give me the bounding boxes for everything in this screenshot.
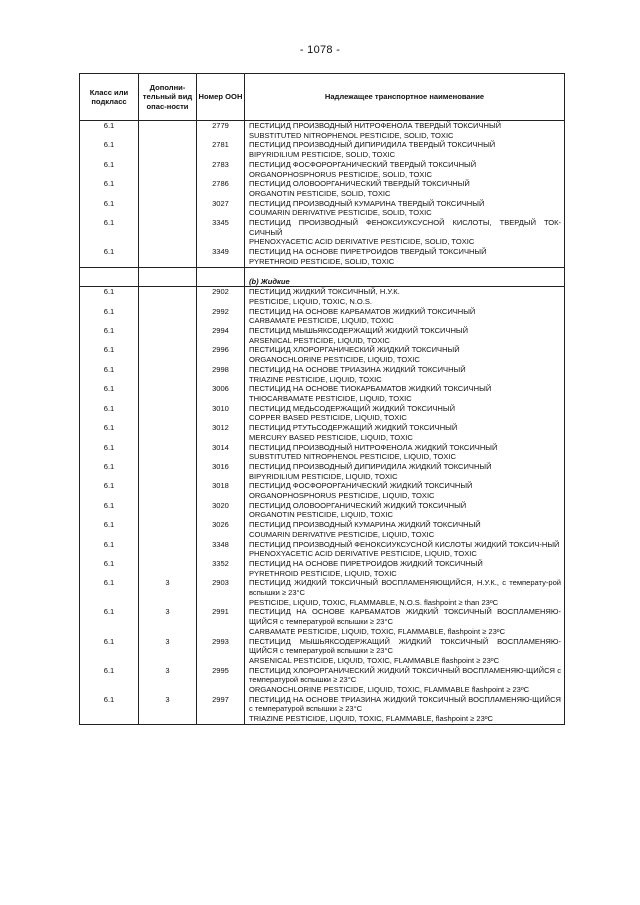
cell-class: 6.1 bbox=[80, 326, 139, 345]
table-row bbox=[80, 607, 565, 636]
cell-additional-hazard bbox=[139, 326, 197, 345]
shipping-name-ru: ПЕСТИЦИД НА ОСНОВЕ КАРБАМАТОВ ЖИДКИЙ ТОКСИЧНЫЙ ВОСПЛАМЕНЯЮ-ЩИЙСЯ с температурой вспышки ≥ 23°C bbox=[249, 607, 561, 627]
cell-class: 6.1 bbox=[80, 501, 139, 520]
cell-shipping-name bbox=[245, 501, 565, 520]
shipping-name-ru: ПЕСТИЦИД РТУТЬСОДЕРЖАЩИЙ ЖИДКИЙ ТОКСИЧНЫЙ bbox=[249, 423, 458, 433]
shipping-name-en: TRIAZINE PESTICIDE, LIQUID, TOXIC bbox=[249, 374, 382, 384]
cell-un-number: 2779 bbox=[197, 121, 245, 141]
cell-additional-hazard: 3 bbox=[139, 666, 197, 695]
shipping-name-ru: ПЕСТИЦИД ПРОИЗВОДНЫЙ ДИПИРИДИЛА ТВЕРДЫЙ ТОКСИЧНЫЙ bbox=[249, 140, 496, 150]
cell-shipping-name bbox=[245, 160, 565, 179]
shipping-name-ru: ПЕСТИЦИД МЫШЬЯКСОДЕРЖАЩИЙ ЖИДКИЙ ТОКСИЧНЫЙ ВОСПЛАМЕНЯЮ-ЩИЙСЯ с температурой вспышки ≥ 23°C bbox=[249, 636, 561, 656]
cell-additional-hazard bbox=[139, 307, 197, 326]
cell-un-number: 3010 bbox=[197, 404, 245, 423]
cell-additional-hazard bbox=[139, 345, 197, 364]
table-row bbox=[80, 287, 565, 307]
shipping-name-ru: ПЕСТИЦИД ПРОИЗВОДНЫЙ ФЕНОКСИУКСУСНОЙ КИСЛОТЫ ЖИДКИЙ ТОКСИЧ-НЫЙ bbox=[249, 539, 560, 549]
table-row bbox=[80, 695, 565, 725]
cell-class: 6.1 bbox=[80, 637, 139, 666]
shipping-name-ru: ПЕСТИЦИД НА ОСНОВЕ ТИОКАРБАМАТОВ ЖИДКИЙ ТОКСИЧНЫЙ bbox=[249, 384, 492, 394]
header-class: Класс или подкласс bbox=[80, 74, 139, 121]
cell-class: 6.1 bbox=[80, 540, 139, 559]
shipping-name-en: SUBSTITUTED NITROPHENOL PESTICIDE, SOLID, TOXIC bbox=[249, 130, 454, 140]
cell-class: 6.1 bbox=[80, 695, 139, 725]
cell-shipping-name bbox=[245, 307, 565, 326]
cell-additional-hazard bbox=[139, 540, 197, 559]
shipping-name-en: ORGANOPHOSPHORUS PESTICIDE, LIQUID, TOXIC bbox=[249, 491, 435, 501]
table-row bbox=[80, 160, 565, 179]
shipping-name-ru: ПЕСТИЦИД ПРОИЗВОДНЫЙ КУМАРИНА ЖИДКИЙ ТОКСИЧНЫЙ bbox=[249, 520, 481, 530]
table-row bbox=[80, 179, 565, 198]
cell-additional-hazard bbox=[139, 121, 197, 141]
shipping-name-ru: ПЕСТИЦИД ПРОИЗВОДНЫЙ ДИПИРИДИЛА ЖИДКИЙ ТОКСИЧНЫЙ bbox=[249, 461, 492, 471]
shipping-name-en: ORGANOCHLORINE PESTICIDE, LIQUID, TOXIC, FLAMMABLE flashpoint ≥ 23ºC bbox=[249, 685, 530, 695]
cell-un-number: 3349 bbox=[197, 247, 245, 267]
shipping-name-ru: ПЕСТИЦИД НА ОСНОВЕ ПИРЕТРОИДОВ ТВЕРДЫЙ ТОКСИЧНЫЙ bbox=[249, 247, 487, 257]
cell-un-number: 3016 bbox=[197, 462, 245, 481]
shipping-name-ru: ПЕСТИЦИД ХЛОРОРГАНИЧЕСКИЙ ЖИДКИЙ ТОКСИЧНЫЙ bbox=[249, 345, 460, 355]
cell-additional-hazard bbox=[139, 287, 197, 307]
cell-un-number: 2781 bbox=[197, 140, 245, 159]
cell-additional-hazard bbox=[139, 140, 197, 159]
cell-additional-hazard bbox=[139, 559, 197, 578]
table-row bbox=[80, 559, 565, 578]
page-number: - 1078 - bbox=[299, 44, 341, 56]
shipping-name-en: CARBAMATE PESTICIDE, LIQUID, TOXIC, FLAMMABLE, flashpoint ≥ 23ºC bbox=[249, 626, 506, 636]
shipping-name-en: COPPER BASED PESTICIDE, LIQUID, TOXIC bbox=[249, 413, 407, 423]
cell-shipping-name bbox=[245, 540, 565, 559]
shipping-name-ru: ПЕСТИЦИД НА ОСНОВЕ КАРБАМАТОВ ЖИДКИЙ ТОКСИЧНЫЙ bbox=[249, 306, 476, 316]
shipping-name-en: ORGANOPHOSPHORUS PESTICIDE, SOLID, TOXIC bbox=[249, 169, 432, 179]
cell-additional-hazard bbox=[139, 404, 197, 423]
cell-un-number: 2993 bbox=[197, 637, 245, 666]
cell-shipping-name bbox=[245, 287, 565, 307]
cell-un-number: 2991 bbox=[197, 607, 245, 636]
cell-un-number: 3014 bbox=[197, 443, 245, 462]
shipping-name-en: MERCURY BASED PESTICIDE, LIQUID, TOXIC bbox=[249, 432, 413, 442]
cell-shipping-name bbox=[245, 443, 565, 462]
cell-shipping-name bbox=[245, 481, 565, 500]
shipping-name-ru: ПЕСТИЦИД ПРОИЗВОДНЫЙ НИТРОФЕНОЛА ЖИДКИЙ ТОКСИЧНЫЙ bbox=[249, 442, 498, 452]
shipping-name-en: ARSENICAL PESTICIDE, LIQUID, TOXIC bbox=[249, 335, 390, 345]
cell-shipping-name bbox=[245, 179, 565, 198]
cell-class: 6.1 bbox=[80, 481, 139, 500]
cell-additional-hazard bbox=[139, 365, 197, 384]
shipping-name-en: PYRETHROID PESTICIDE, SOLID, TOXIC bbox=[249, 256, 395, 266]
cell-shipping-name bbox=[245, 520, 565, 539]
shipping-name-en: THIOCARBAMATE PESTICIDE, LIQUID, TOXIC bbox=[249, 393, 412, 403]
dangerous-goods-table bbox=[79, 73, 565, 725]
cell-shipping-name bbox=[245, 345, 565, 364]
cell-shipping-name bbox=[245, 218, 565, 247]
cell-class: 6.1 bbox=[80, 607, 139, 636]
cell-additional-hazard bbox=[139, 520, 197, 539]
cell-un-number: 3345 bbox=[197, 218, 245, 247]
cell-shipping-name bbox=[245, 247, 565, 267]
shipping-name-en: ORGANOTIN PESTICIDE, LIQUID, TOXIC bbox=[249, 510, 393, 520]
table-row bbox=[80, 365, 565, 384]
cell-shipping-name bbox=[245, 559, 565, 578]
table-row bbox=[80, 578, 565, 607]
cell-class: 6.1 bbox=[80, 365, 139, 384]
cell-un-number: 2902 bbox=[197, 287, 245, 307]
table-header bbox=[80, 74, 565, 121]
cell-un-number: 3006 bbox=[197, 384, 245, 403]
cell-additional-hazard bbox=[139, 462, 197, 481]
cell-class: 6.1 bbox=[80, 578, 139, 607]
cell-un-number: 3348 bbox=[197, 540, 245, 559]
cell-class: 6.1 bbox=[80, 140, 139, 159]
cell-additional-hazard bbox=[139, 481, 197, 500]
shipping-name-ru: ПЕСТИЦИД ЖИДКИЙ ТОКСИЧНЫЙ ВОСПЛАМЕНЯЮЩИЙСЯ, Н.У.К., с температу-рой вспышки ≥ 23°C bbox=[249, 578, 561, 598]
table-body-solid bbox=[80, 121, 565, 268]
table-row bbox=[80, 666, 565, 695]
cell-additional-hazard: 3 bbox=[139, 695, 197, 725]
cell-additional-hazard bbox=[139, 384, 197, 403]
cell-class: 6.1 bbox=[80, 520, 139, 539]
header-shipping-name: Надлежащее транспортное наименование bbox=[245, 74, 565, 121]
cell-shipping-name bbox=[245, 423, 565, 442]
cell-class: 6.1 bbox=[80, 666, 139, 695]
cell-additional-hazard bbox=[139, 423, 197, 442]
cell-class: 6.1 bbox=[80, 423, 139, 442]
cell-shipping-name bbox=[245, 637, 565, 666]
cell-shipping-name bbox=[245, 365, 565, 384]
shipping-name-ru: ПЕСТИЦИД ПРОИЗВОДНЫЙ КУМАРИНА ТВЕРДЫЙ ТОКСИЧНЫЙ bbox=[249, 198, 485, 208]
cell-class: 6.1 bbox=[80, 179, 139, 198]
cell-class: 6.1 bbox=[80, 345, 139, 364]
shipping-name-ru: ПЕСТИЦИД НА ОСНОВЕ ПИРЕТРОИДОВ ЖИДКИЙ ТОКСИЧНЫЙ bbox=[249, 558, 483, 568]
cell-additional-hazard: 3 bbox=[139, 578, 197, 607]
shipping-name-en: PESTICIDE, LIQUID, TOXIC, N.O.S. bbox=[249, 296, 373, 306]
cell-shipping-name bbox=[245, 666, 565, 695]
cell-un-number: 2994 bbox=[197, 326, 245, 345]
cell-shipping-name bbox=[245, 462, 565, 481]
shipping-name-en: SUBSTITUTED NITROPHENOL PESTICIDE, LIQUID, TOXIC bbox=[249, 452, 457, 462]
cell-un-number: 2903 bbox=[197, 578, 245, 607]
cell-class: 6.1 bbox=[80, 404, 139, 423]
cell-shipping-name bbox=[245, 695, 565, 725]
cell-un-number: 3026 bbox=[197, 520, 245, 539]
shipping-name-en: PHENOXYACETIC ACID DERIVATIVE PESTICIDE, SOLID, TOXIC bbox=[249, 237, 475, 247]
table-row bbox=[80, 520, 565, 539]
cell-shipping-name bbox=[245, 404, 565, 423]
table-row bbox=[80, 637, 565, 666]
cell-additional-hazard bbox=[139, 160, 197, 179]
cell-shipping-name bbox=[245, 607, 565, 636]
cell-additional-hazard bbox=[139, 179, 197, 198]
table-row bbox=[80, 462, 565, 481]
cell-class: 6.1 bbox=[80, 199, 139, 218]
header-additional-hazard: Дополни-тельный вид опас-ности bbox=[139, 74, 197, 121]
cell-un-number: 2998 bbox=[197, 365, 245, 384]
table-row bbox=[80, 423, 565, 442]
shipping-name-en: PESTICIDE, LIQUID, TOXIC, FLAMMABLE, N.O.S. flashpoint ≥ than 23ºC bbox=[249, 597, 499, 607]
cell-un-number: 3352 bbox=[197, 559, 245, 578]
table-row bbox=[80, 307, 565, 326]
cell-un-number: 2997 bbox=[197, 695, 245, 725]
table-section bbox=[80, 267, 565, 287]
cell-additional-hazard bbox=[139, 218, 197, 247]
shipping-name-ru: ПЕСТИЦИД МЫШЬЯКСОДЕРЖАЩИЙ ЖИДКИЙ ТОКСИЧНЫЙ bbox=[249, 326, 469, 336]
table-body-liquid bbox=[80, 287, 565, 725]
cell-additional-hazard: 3 bbox=[139, 607, 197, 636]
table-row bbox=[80, 140, 565, 159]
table-row bbox=[80, 443, 565, 462]
shipping-name-ru: ПЕСТИЦИД НА ОСНОВЕ ТРИАЗИНА ЖИДКИЙ ТОКСИЧНЫЙ bbox=[249, 364, 466, 374]
table-row bbox=[80, 199, 565, 218]
table-row bbox=[80, 247, 565, 267]
shipping-name-en: CARBAMATE PESTICIDE, LIQUID, TOXIC bbox=[249, 316, 394, 326]
shipping-name-ru: ПЕСТИЦИД ОЛОВООРГАНИЧЕСКИЙ ТВЕРДЫЙ ТОКСИЧНЫЙ bbox=[249, 179, 470, 189]
shipping-name-ru: ПЕСТИЦИД МЕДЬСОДЕРЖАЩИЙ ЖИДКИЙ ТОКСИЧНЫЙ bbox=[249, 403, 455, 413]
table-row bbox=[80, 384, 565, 403]
table-row bbox=[80, 326, 565, 345]
cell-shipping-name bbox=[245, 578, 565, 607]
shipping-name-ru: ПЕСТИЦИД ОЛОВООРГАНИЧЕСКИЙ ЖИДКИЙ ТОКСИЧНЫЙ bbox=[249, 500, 467, 510]
cell-class: 6.1 bbox=[80, 384, 139, 403]
table-row bbox=[80, 540, 565, 559]
shipping-name-ru: ПЕСТИЦИД ХЛОРОРГАНИЧЕСКИЙ ЖИДКИЙ ТОКСИЧНЫЙ ВОСПЛАМЕНЯЮ-ЩИЙСЯ с температурой вспышки ≥ 23°C bbox=[249, 665, 561, 685]
table-row bbox=[80, 121, 565, 141]
table-row bbox=[80, 481, 565, 500]
table-row bbox=[80, 404, 565, 423]
cell-class: 6.1 bbox=[80, 247, 139, 267]
section-row bbox=[80, 277, 565, 287]
shipping-name-ru: ПЕСТИЦИД ФОСФОРОРГАНИЧЕСКИЙ ЖИДКИЙ ТОКСИЧНЫЙ bbox=[249, 481, 473, 491]
shipping-name-ru: ПЕСТИЦИД НА ОСНОВЕ ТРИАЗИНА ЖИДКИЙ ТОКСИЧНЫЙ ВОСПЛАМЕНЯЮ-ЩИЙСЯ с температурой вспышки ≥ 23°C bbox=[249, 694, 561, 714]
cell-class: 6.1 bbox=[80, 462, 139, 481]
shipping-name-en: ORGANOCHLORINE PESTICIDE, LIQUID, TOXIC bbox=[249, 355, 420, 365]
cell-class: 6.1 bbox=[80, 121, 139, 141]
cell-class: 6.1 bbox=[80, 287, 139, 307]
spacer-row bbox=[80, 267, 565, 277]
cell-class: 6.1 bbox=[80, 559, 139, 578]
header-un-number: Номер ООН bbox=[197, 74, 245, 121]
cell-shipping-name bbox=[245, 384, 565, 403]
cell-un-number: 3012 bbox=[197, 423, 245, 442]
cell-additional-hazard bbox=[139, 199, 197, 218]
cell-additional-hazard bbox=[139, 247, 197, 267]
cell-additional-hazard bbox=[139, 501, 197, 520]
cell-class: 6.1 bbox=[80, 307, 139, 326]
table-row bbox=[80, 218, 565, 247]
shipping-name-ru: ПЕСТИЦИД ФОСФОРОРГАНИЧЕСКИЙ ТВЕРДЫЙ ТОКСИЧНЫЙ bbox=[249, 159, 477, 169]
section-heading-liquid: (b) Жидкие bbox=[249, 276, 290, 286]
shipping-name-ru: ПЕСТИЦИД ПРОИЗВОДНЫЙ НИТРОФЕНОЛА ТВЕРДЫЙ ТОКСИЧНЫЙ bbox=[249, 121, 502, 130]
cell-un-number: 2786 bbox=[197, 179, 245, 198]
shipping-name-en: TRIAZINE PESTICIDE, LIQUID, TOXIC, FLAMMABLE, flashpoint ≥ 23ºC bbox=[249, 714, 493, 724]
cell-class: 6.1 bbox=[80, 443, 139, 462]
shipping-name-en: PHENOXYACETIC ACID DERIVATIVE PESTICIDE, LIQUID, TOXIC bbox=[249, 549, 477, 559]
cell-shipping-name bbox=[245, 140, 565, 159]
cell-additional-hazard bbox=[139, 443, 197, 462]
shipping-name-en: COUMARIN DERIVATIVE PESTICIDE, LIQUID, TOXIC bbox=[249, 529, 435, 539]
shipping-name-en: PYRETHROID PESTICIDE, LIQUID, TOXIC bbox=[249, 568, 397, 578]
cell-shipping-name bbox=[245, 199, 565, 218]
table-row bbox=[80, 501, 565, 520]
cell-shipping-name bbox=[245, 326, 565, 345]
table-row bbox=[80, 345, 565, 364]
cell-un-number: 2996 bbox=[197, 345, 245, 364]
shipping-name-en: ORGANOTIN PESTICIDE, SOLID, TOXIC bbox=[249, 188, 391, 198]
shipping-name-en: COUMARIN DERIVATIVE PESTICIDE, SOLID, TOXIC bbox=[249, 208, 432, 218]
shipping-name-ru: ПЕСТИЦИД ЖИДКИЙ ТОКСИЧНЫЙ, Н.У.К. bbox=[249, 287, 400, 297]
shipping-name-en: BIPYRIDILIUM PESTICIDE, LIQUID, TOXIC bbox=[249, 471, 398, 481]
cell-additional-hazard: 3 bbox=[139, 637, 197, 666]
cell-un-number: 2995 bbox=[197, 666, 245, 695]
cell-class: 6.1 bbox=[80, 218, 139, 247]
cell-shipping-name bbox=[245, 121, 565, 141]
shipping-name-ru: ПЕСТИЦИД ПРОИЗВОДНЫЙ ФЕНОКСИУКСУСНОЙ КИСЛОТЫ, ТВЕРДЫЙ ТОК-СИЧНЫЙ bbox=[249, 218, 561, 237]
shipping-name-en: ARSENICAL PESTICIDE, LIQUID, TOXIC, FLAMMABLE flashpoint ≥ 23ºC bbox=[249, 655, 500, 665]
cell-un-number: 2783 bbox=[197, 160, 245, 179]
cell-un-number: 3027 bbox=[197, 199, 245, 218]
cell-un-number: 3018 bbox=[197, 481, 245, 500]
cell-un-number: 3020 bbox=[197, 501, 245, 520]
shipping-name-en: BIPYRIDILIUM PESTICIDE, SOLID, TOXIC bbox=[249, 150, 396, 160]
cell-un-number: 2992 bbox=[197, 307, 245, 326]
cell-class: 6.1 bbox=[80, 160, 139, 179]
